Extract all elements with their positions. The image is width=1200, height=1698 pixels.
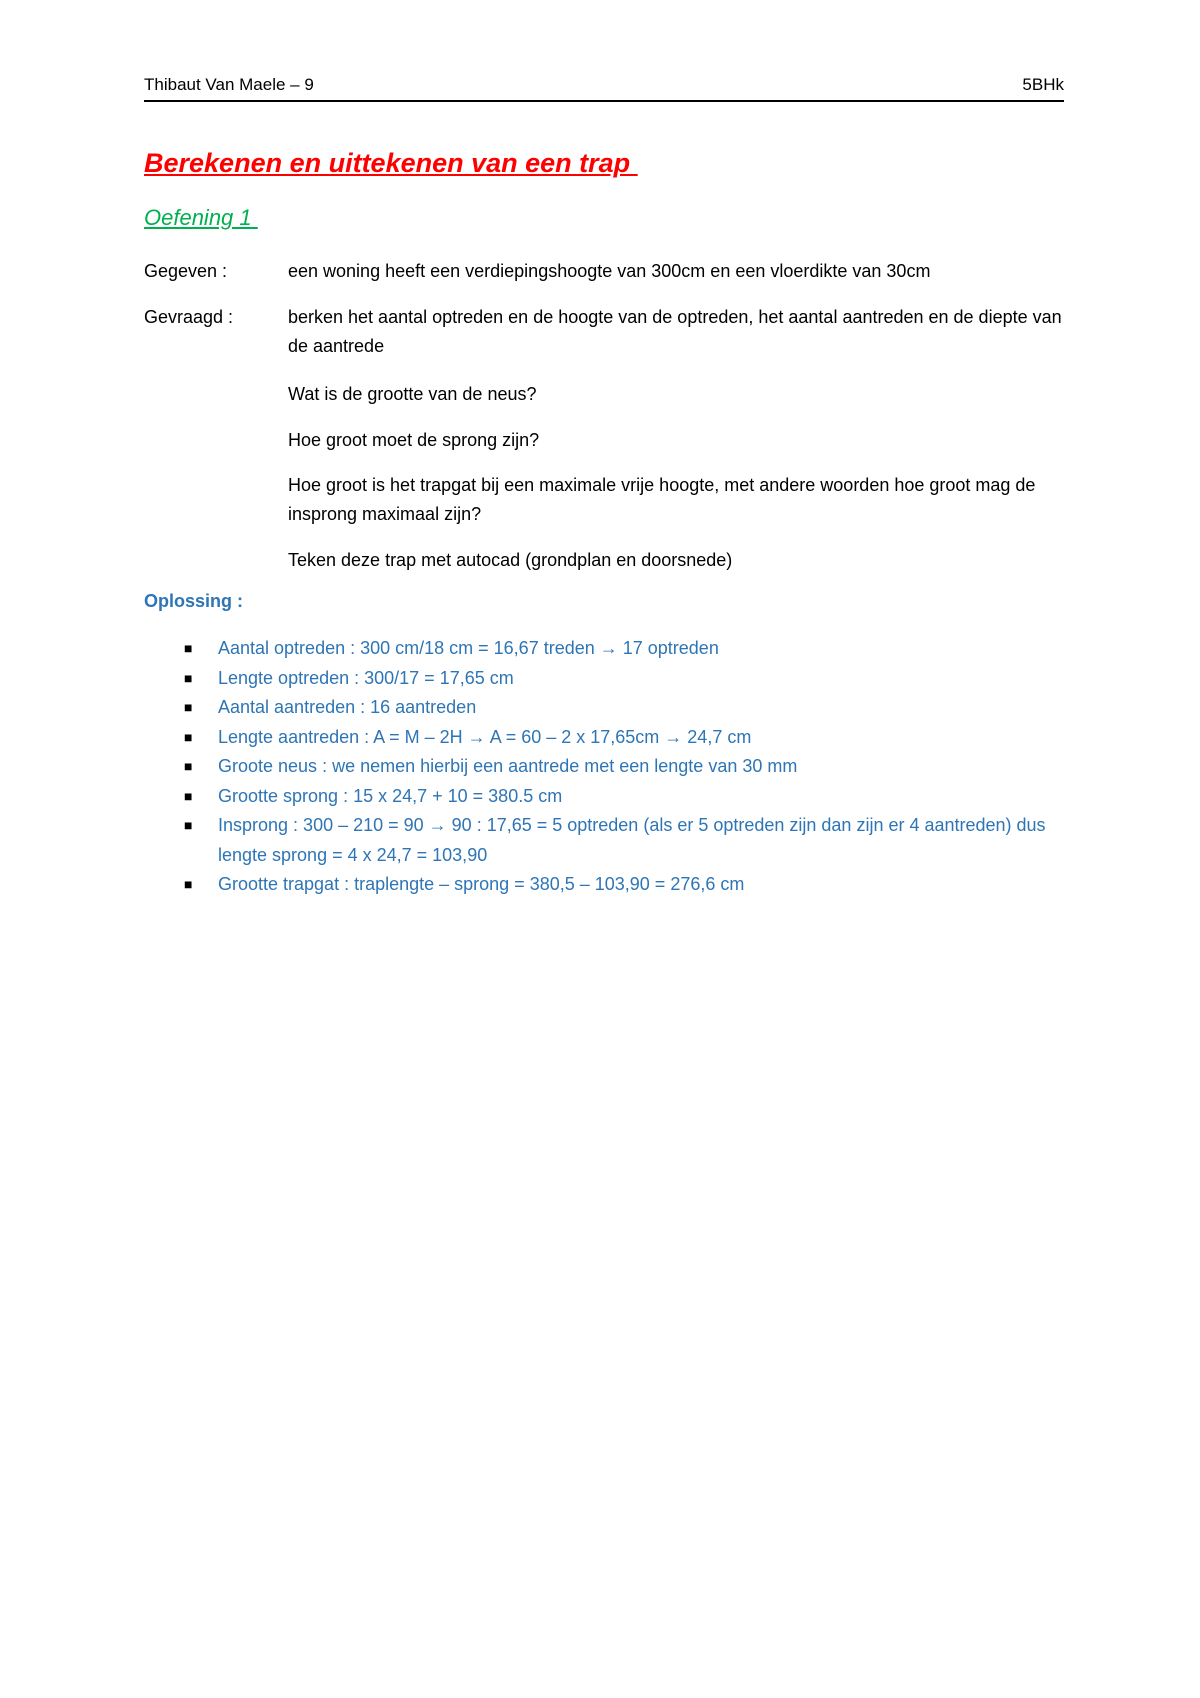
list-item bbox=[144, 811, 1064, 870]
square-bullet-icon: ■ bbox=[184, 640, 193, 656]
exercise-heading: Oefening 1 bbox=[144, 205, 258, 230]
square-bullet-icon: ■ bbox=[184, 669, 193, 686]
square-bullet-icon: ■ bbox=[184, 787, 193, 804]
question-paragraph: Hoe groot moet de sprong zijn? bbox=[288, 430, 540, 450]
list-item bbox=[144, 870, 1064, 900]
solution-list bbox=[144, 634, 1064, 900]
question-paragraph: Teken deze trap met autocad (grondplan en doorsnede) bbox=[288, 550, 733, 570]
list-item bbox=[144, 782, 1064, 812]
solution-heading: Oplossing : bbox=[144, 591, 243, 611]
list-item bbox=[144, 723, 1064, 753]
square-bullet-icon: ■ bbox=[184, 758, 193, 774]
given-label: Gegeven : bbox=[144, 261, 228, 281]
asked-label: Gevraagd : bbox=[144, 307, 234, 327]
list-item bbox=[144, 693, 1064, 723]
list-item-text: Aantal optreden : 300 cm/18 cm = 16,67 treden → 17 optreden bbox=[218, 638, 719, 658]
question-paragraph: Hoe groot is het trapgat bij een maximale vrije hoogte, met andere woorden hoe groot mag de insprong maximaal zijn? bbox=[288, 475, 1036, 524]
list-item bbox=[144, 664, 1064, 694]
list-item-text: Grootte sprong : 15 x 24,7 + 10 = 380.5 cm bbox=[218, 785, 563, 806]
list-item-text: Grootte trapgat : traplengte – sprong = 380,5 – 103,90 = 276,6 cm bbox=[218, 874, 745, 894]
list-item-text: Lengte aantreden : A = M – 2H → A = 60 – 2 x 17,65cm → 24,7 cm bbox=[218, 726, 752, 747]
list-item-text: Groote neus : we nemen hierbij een aantrede met een lengte van 30 mm bbox=[218, 756, 798, 776]
list-item bbox=[144, 752, 1064, 782]
square-bullet-icon: ■ bbox=[184, 817, 193, 833]
square-bullet-icon: ■ bbox=[184, 876, 193, 892]
square-bullet-icon: ■ bbox=[184, 699, 193, 715]
header-class: 5BHk bbox=[1022, 75, 1064, 94]
list-item bbox=[144, 634, 1064, 664]
list-item-text: Lengte optreden : 300/17 = 17,65 cm bbox=[218, 667, 514, 688]
given-text: een woning heeft een verdiepingshoogte van 300cm en een vloerdikte van 30cm bbox=[288, 261, 931, 281]
document-title: Berekenen en uittekenen van een trap bbox=[144, 148, 638, 178]
question-paragraph: Wat is de grootte van de neus? bbox=[288, 384, 537, 404]
list-item-text: Aantal aantreden : 16 aantreden bbox=[218, 697, 477, 717]
page-header bbox=[144, 74, 1064, 102]
asked-text: berken het aantal optreden en de hoogte van de optreden, het aantal aantreden en de diepte van de aantrede bbox=[288, 307, 1062, 356]
header-author: Thibaut Van Maele – 9 bbox=[144, 75, 314, 94]
square-bullet-icon: ■ bbox=[184, 728, 193, 745]
list-item-text: Insprong : 300 – 210 = 90 → 90 : 17,65 = 5 optreden (als er 5 optreden zijn dan zijn er 4 aantreden) dus lengte sprong = 4 x 24,7 = 103,90 bbox=[218, 815, 1046, 865]
